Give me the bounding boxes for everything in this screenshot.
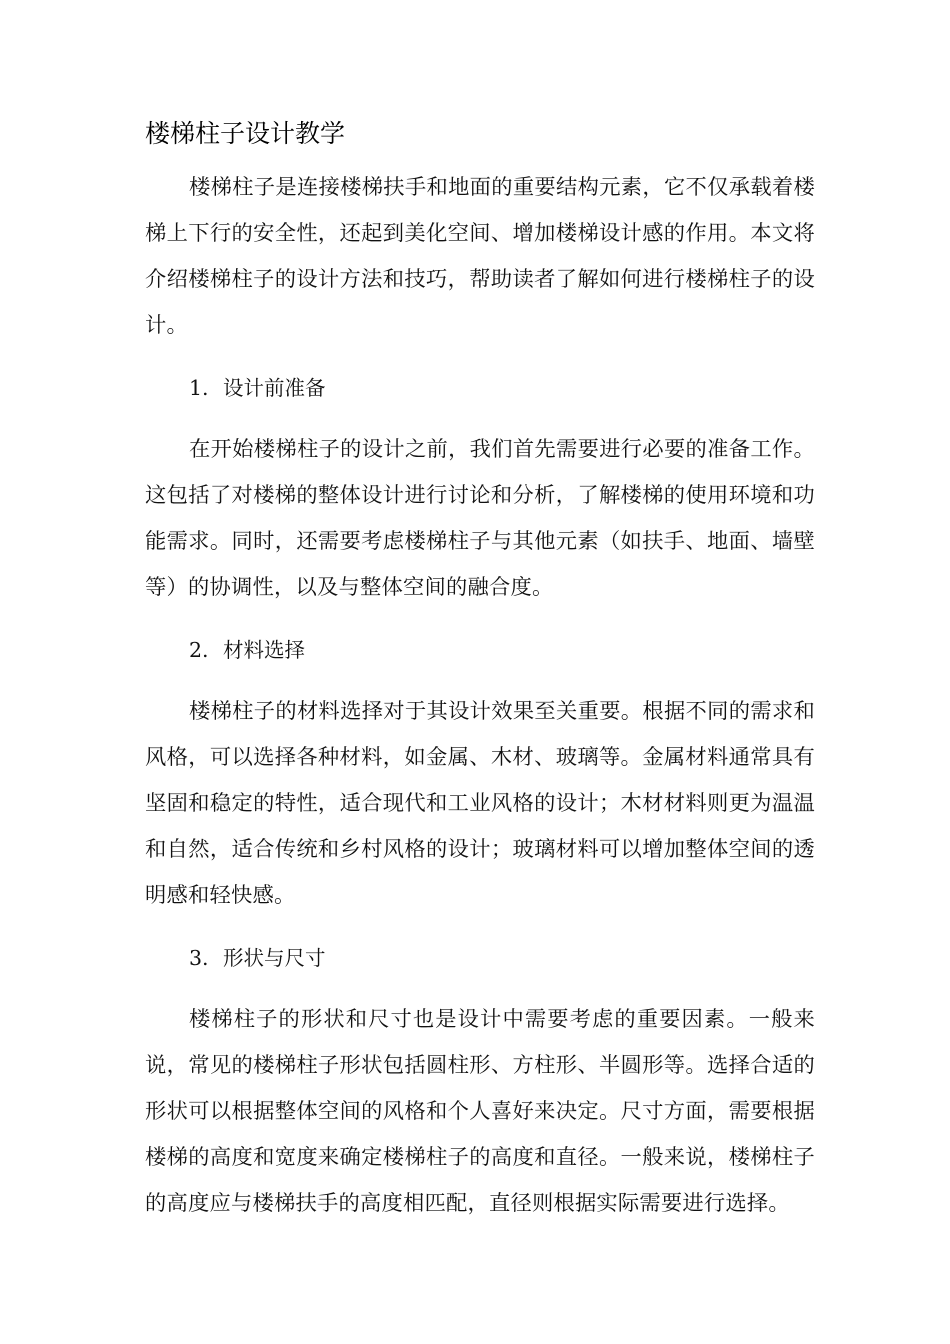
section-title: 形状与尺寸 — [223, 946, 326, 970]
section-title: 设计前准备 — [223, 376, 326, 400]
section-paragraph-3: 楼梯柱子的形状和尺寸也是设计中需要考虑的重要因素。一般来说，常见的楼梯柱子形状包括圆柱形、方柱形、半圆形等。选择合适的形状可以根据整体空间的风格和个人喜好来决定。尺寸方面，需要根据楼梯的高度和宽度来确定楼梯柱子的高度和直径。一般来说，楼梯柱子的高度应与楼梯扶手的高度相匹配，直径则根据实际需要进行选择。 — [145, 1007, 815, 1216]
document-title: 楼梯柱子设计教学 — [145, 119, 346, 148]
section-number: 3. — [189, 946, 209, 970]
intro-paragraph: 楼梯柱子是连接楼梯扶手和地面的重要结构元素，它不仅承载着楼梯上下行的安全性，还起到美化空间、增加楼梯设计感的作用。本文将介绍楼梯柱子的设计方法和技巧，帮助读者了解如何进行楼梯柱子的设计。 — [145, 175, 815, 338]
document-body — [145, 165, 815, 1243]
section-heading-3 — [145, 935, 815, 981]
section-heading-1 — [145, 365, 815, 411]
section-paragraph-1: 在开始楼梯柱子的设计之前，我们首先需要进行必要的准备工作。这包括了对楼梯的整体设计进行讨论和分析，了解楼梯的使用环境和功能需求。同时，还需要考虑楼梯柱子与其他元素（如扶手、地面、墙壁等）的协调性，以及与整体空间的融合度。 — [145, 437, 815, 600]
section-title: 材料选择 — [223, 638, 305, 662]
section-paragraph-2: 楼梯柱子的材料选择对于其设计效果至关重要。根据不同的需求和风格，可以选择各种材料，如金属、木材、玻璃等。金属材料通常具有坚固和稳定的特性，适合现代和工业风格的设计；木材材料则更为温温和自然，适合传统和乡村风格的设计；玻璃材料可以增加整体空间的透明感和轻快感。 — [145, 699, 815, 908]
section-number: 1. — [189, 376, 209, 400]
section-number: 2. — [189, 638, 209, 662]
section-heading-2 — [145, 627, 815, 673]
